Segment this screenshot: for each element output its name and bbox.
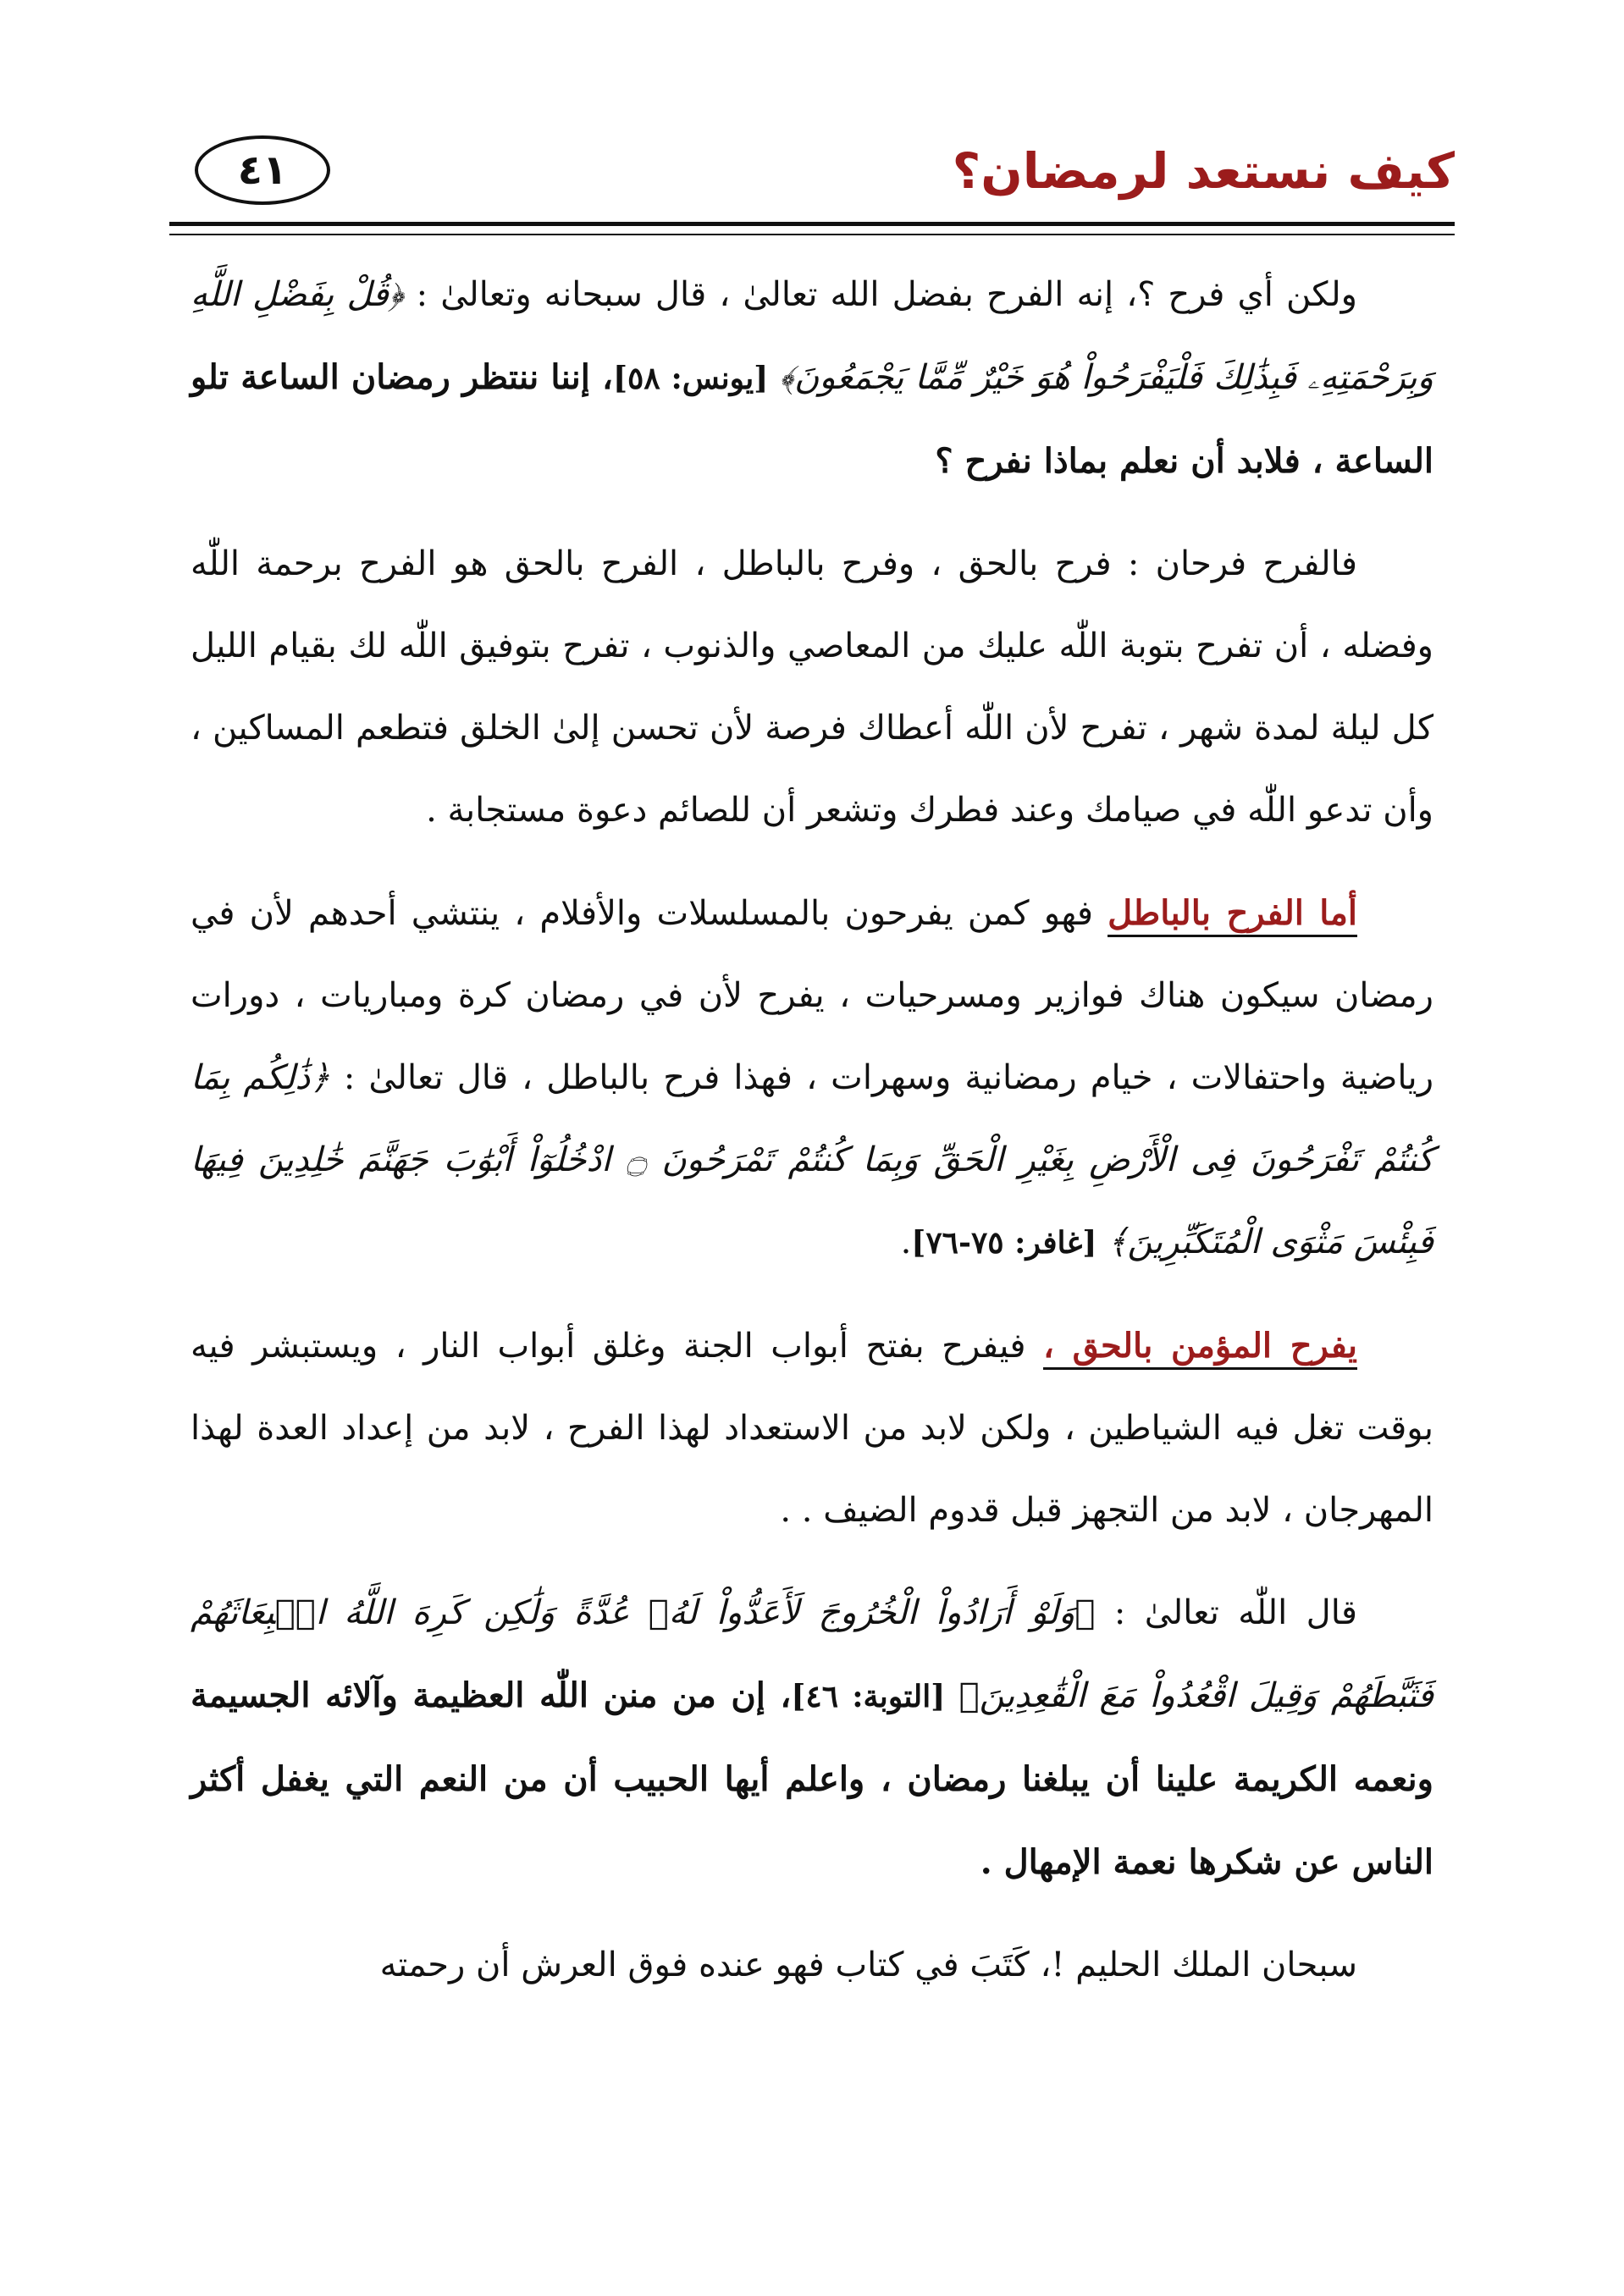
- paragraph-3-lead: أما الفرح بالباطل: [1108, 893, 1357, 937]
- paragraph-3-text-a: فهو كمن يفرحون بالمسلسلات والأفلام ، ينتشي أحدهم لأن في رمضان سيكون هناك فوازير ومسرحيات ، يفرح لأن في رمضان كرة ومباريات ، دورات رياضية واحتفالات ، خيام رمضانية وسهرات ، فهذا فرح بالباطل ، قال تعالىٰ :: [191, 894, 1434, 1097]
- verse-reference-yunus: [يونس: ٥٨]: [612, 361, 769, 396]
- verse-reference-tawbah: [التوبة: ٤٦]: [791, 1679, 946, 1714]
- paragraph-6: [191, 1924, 1433, 2006]
- quran-verse-tawbah: ﴿وَلَوْ أَرَادُواْ الْخُرُوجَ لَأَعَدُّواْ لَهُۥ عُدَّةً وَلَٰكِن كَرِهَ اللَّهُ انۢبِعَاثَهُمْ فَثَبَّطَهُمْ وَقِيلَ اقْعُدُواْ مَعَ الْقَٰعِدِينَ﴾: [191, 1593, 1433, 1715]
- paragraph-5-text-b: ، إن من منن اللّٰه العظيمة وآلائه الجسيمة ونعمه الكريمة علينا أن يبلغنا رمضان ، واعلم أيها الحبيب أن من النعم التي يغفل أكثر الناس عن شكرها نعمة الإمهال .: [191, 1675, 1433, 1882]
- paragraph-2: [191, 523, 1433, 852]
- paragraph-3-text-b: .: [900, 1223, 912, 1261]
- page-number: ٤١: [237, 146, 288, 194]
- header-rule-thick: [169, 222, 1455, 226]
- paragraph-5: [191, 1572, 1433, 1904]
- quran-verse-ghafir: ﴿ذَٰلِكُم بِمَا كُنتُمْ تَفْرَحُونَ فِى الْأَرْضِ بِغَيْرِ الْحَقِّ وَبِمَا كُنتُمْ تَمْرَحُونَ ۝ ادْخُلُوٓاْ أَبْوَٰبَ جَهَنَّمَ خَٰلِدِينَ فِيهَا فَبِئْسَ مَثْوَى الْمُتَكَبِّرِينَ﴾: [191, 1058, 1434, 1261]
- page-body: [191, 254, 1433, 2027]
- paragraph-3: [191, 872, 1433, 1284]
- quran-verse-yunus: ﴿قُلْ بِفَضْلِ اللَّهِ وَبِرَحْمَتِهِۦ فَبِذَٰلِكَ فَلْيَفْرَحُواْ هُوَ خَيْرٌ مِّمَّا يَجْمَعُونَ﴾: [191, 275, 1433, 397]
- paragraph-6-text: سبحان الملك الحليم !، كَتَبَ في كتاب فهو عنده فوق العرش أن رحمته: [379, 1946, 1357, 1984]
- paragraph-4-lead: يفرح المؤمن بالحق ،: [1043, 1326, 1357, 1370]
- page-header: [169, 127, 1455, 220]
- paragraph-2-text: فالفرح فرحان : فرح بالحق ، وفرح بالباطل ، الفرح بالحق هو الفرح برحمة اللّٰه وفضله ، أن تفرح بتوبة اللّٰه عليك من المعاصي والذنوب ، تفرح بتوفيق اللّٰه لك بقيام الليل كل ليلة لمدة شهر ، تفرح لأن اللّٰه أعطاك فرصة لأن تحسن إلىٰ الخلق فتطعم المساكين ، وأن تدعو اللّٰه في صيامك وعند فطرك وتشعر أن للصائم دعوة مستجابة .: [191, 544, 1433, 830]
- paragraph-1-text-b: ، إننا ننتظر رمضان الساعة تلو الساعة ، فلابد أن نعلم بماذا نفرح ؟: [191, 357, 1433, 481]
- paragraph-4: [191, 1305, 1433, 1552]
- paragraph-4-text: فيفرح بفتح أبواب الجنة وغلق أبواب النار ، ويستبشر فيه بوقت تغل فيه الشياطين ، ولكن لابد من الاستعداد لهذا الفرح ، لابد من إعداد العدة لهذا المهرجان ، لابد من التجهز قبل قدوم الضيف . .: [191, 1327, 1433, 1530]
- page-number-badge: [195, 135, 330, 205]
- paragraph-5-text-a: قال اللّٰه تعالىٰ :: [1113, 1593, 1358, 1632]
- verse-reference-ghafir: [غافر: ٧٥-٧٦]: [911, 1225, 1097, 1261]
- header-rule-thin: [169, 234, 1455, 235]
- book-title: كيف نستعد لرمضان؟: [952, 142, 1455, 200]
- paragraph-1-text-a: ولكن أي فرح ؟، إنه الفرح بفضل الله تعالىٰ ، قال سبحانه وتعالىٰ :: [416, 275, 1357, 314]
- paragraph-1: [191, 254, 1433, 503]
